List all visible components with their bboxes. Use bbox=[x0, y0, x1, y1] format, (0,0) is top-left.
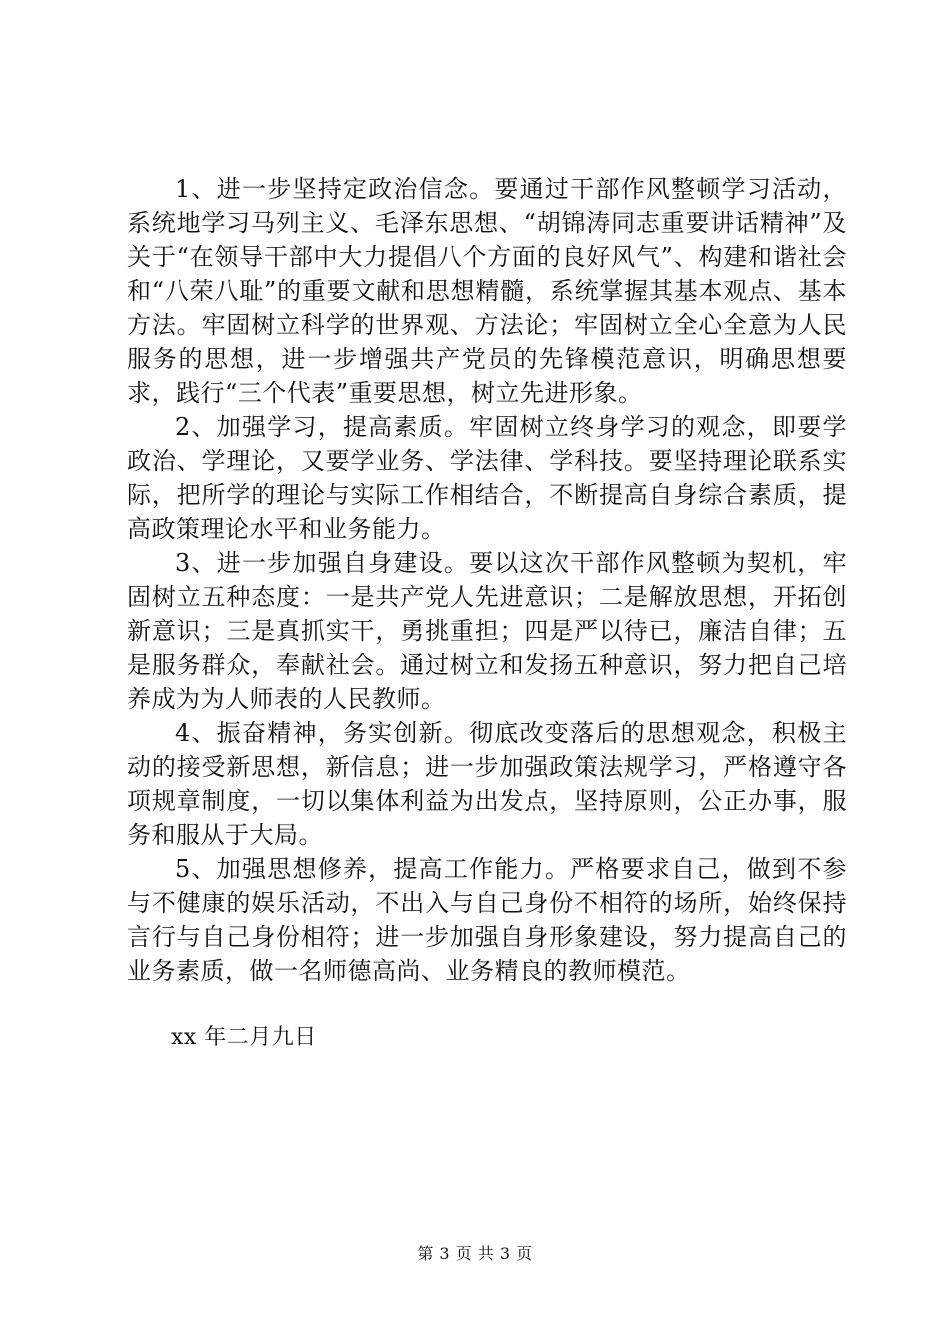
paragraph-2: 2、加强学习，提高素质。牢固树立终身学习的观念，即要学政治、学理论，又要学业务、学法律、学科技。要坚持理论联系实际，把所学的理论与实际工作相结合，不断提高自身综合素质，提高政策理论水平和业务能力。 bbox=[127, 413, 847, 543]
document-date: xx 年二月九日 bbox=[171, 1025, 317, 1050]
paragraph-4: 4、振奋精神，务实创新。彻底改变落后的思想观念，积极主动的接受新思想，新信息；进一步加强政策法规学习，严格遵守各项规章制度，一切以集体利益为出发点，坚持原则，公正办事，服务和服从于大局。 bbox=[127, 719, 847, 849]
page-number-footer: 第 3 页 共 3 页 bbox=[417, 1244, 533, 1263]
paragraph-5: 5、加强思想修养，提高工作能力。严格要求自己，做到不参与不健康的娱乐活动，不出入与自己身份不相符的场所，始终保持言行与自己身份相符；进一步加强自身形象建设，努力提高自己的业务素质，做一名师德高尚、业务精良的教师模范。 bbox=[127, 855, 847, 985]
paragraph-3: 3、进一步加强自身建设。要以这次干部作风整顿为契机，牢固树立五种态度：一是共产党人先进意识；二是解放思想，开拓创新意识；三是真抓实干，勇挑重担；四是严以待已，廉洁自律；五是服务群众，奉献社会。通过树立和发扬五种意识，努力把自己培养成为为人师表的人民教师。 bbox=[127, 549, 847, 713]
document-body bbox=[127, 172, 847, 1054]
paragraph-1: 1、进一步坚持定政治信念。要通过干部作风整顿学习活动，系统地学习马列主义、毛泽东思想、“胡锦涛同志重要讲话精神”及关于“在领导干部中大力提倡八个方面的良好风气”、构建和谐社会和“八荣八耻”的重要文献和思想精髓，系统掌握其基本观点、基本方法。牢固树立科学的世界观、方法论；牢固树立全心全意为人民服务的思想，进一步增强共产党员的先锋模范意识，明确思想要求，践行“三个代表”重要思想，树立先进形象。 bbox=[127, 175, 847, 407]
